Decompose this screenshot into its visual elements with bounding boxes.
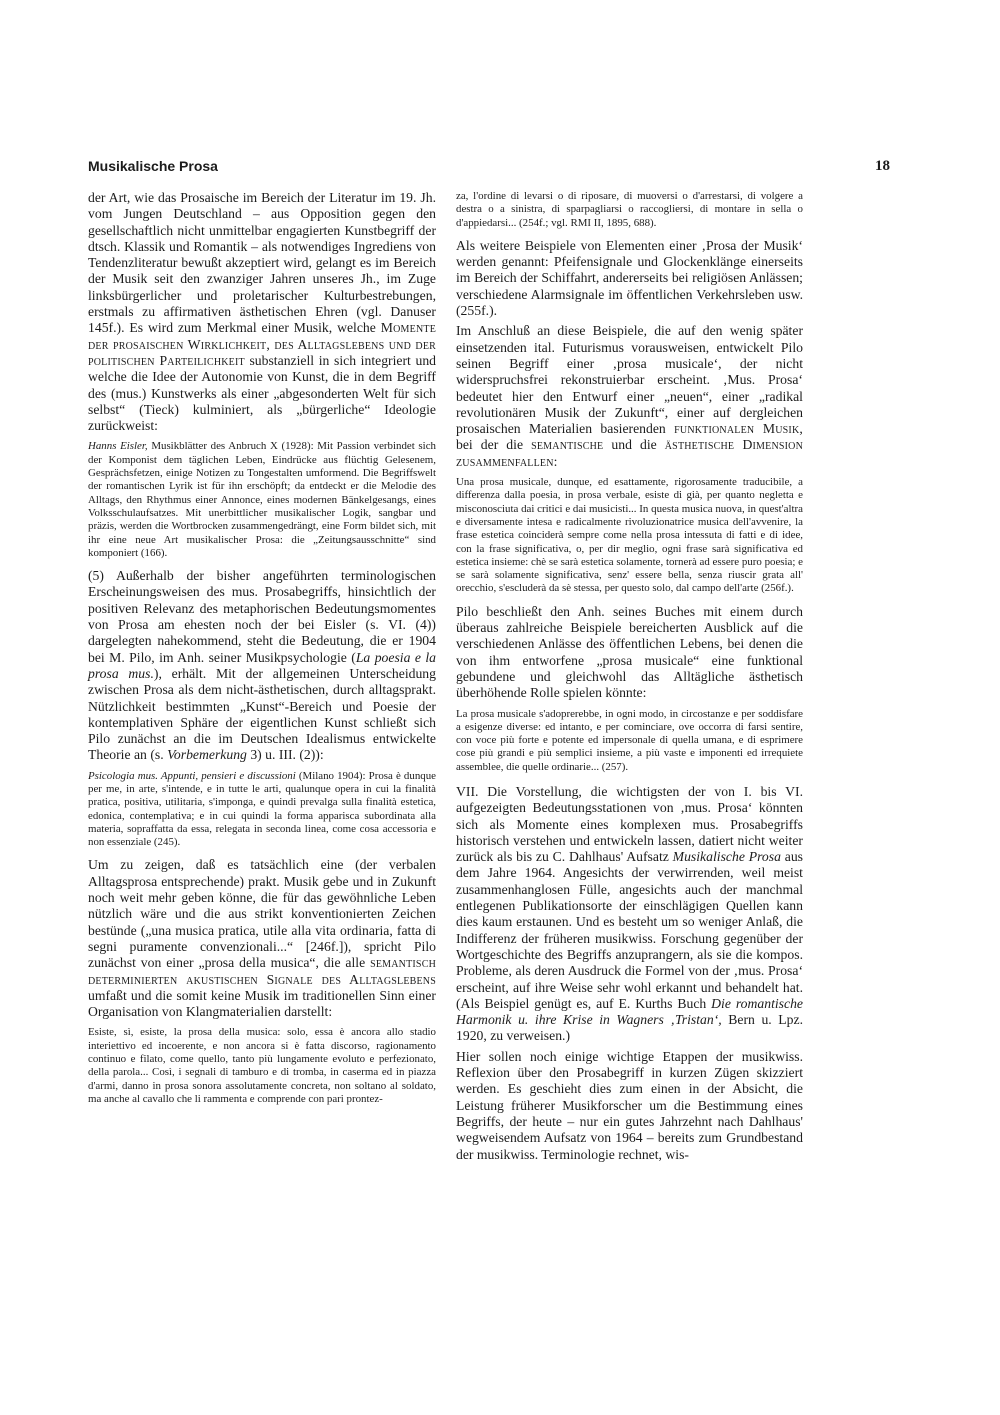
block-quote: Psicologia mus. Appunti, pensieri e discussioni (Milano 1904): Prosa è dunque per me, in arte, s'intende, e in tutte le arti, qualunque opera in cui la finalità pratica, positiva, utilitaria, s'imponga, e quindi prevalga sulla finalità estetica, edonica, contemplativa; e in cui quindi la forma apparisca subordinata alla materia, sopraffatta da essa, relegata in seconda linea, come cosa accessoria e non essenziale (245). [88, 769, 436, 849]
right-column [456, 190, 803, 1167]
paragraph: VII. Die Vorstellung, die wichtigsten der von I. bis VI. aufgezeigten Bedeutungsstationen von ‚mus. Prosa‘ könnten sich als Momente eines komplexen mus. Prosabegriffs historisch verstehen und entwickeln lassen, datiert nicht weiter zurück als bis zu C. Dahlhaus' Aufsatz Musikalische Prosa aus dem Jahre 1964. Angesichts der verwirrenden, weil meist zusammenhanglosen Fülle, angesichts auch der manchmal entlegenen Publikationsorte der einschlägigen Quellen kann dies kaum erstaunen. Und es besteht um so weniger Anlaß, die Indifferenz der früheren musikwiss. Forschung gegenüber der Wortgeschichte des Begriffs anzuprangern, als sie die kompos. Probleme, als deren Ausdruck die Formel von der ‚mus. Prosa‘ erscheint, auf ihre Weise sehr wohl erkannt und behandelt hat. (Als Beispiel genügt es, auf E. Kurths Buch Die romantische Harmonik u. ihre Krise in Wagners ‚Tristan‘, Bern u. Lpz. 1920, zu verweisen.) [456, 783, 803, 1044]
quote-author: Hanns Eisler, [88, 440, 148, 453]
paragraph: Pilo beschließt den Anh. seines Buches mit einem durch überaus zahlreiche Beispiele bereicherten Ausblick auf die verschiedenen Anlässe des öffentlichen Lebens, bei denen die von ihm entworfene „prosa musicale“ eine funktional gebundene und gleichwohl das Alltägliche ästhetisch überhöhende Rolle spielen könnte: [456, 603, 803, 701]
paragraph: Um zu zeigen, daß es tatsächlich eine (der verbalen Alltagsprosa entsprechende) prakt. Musik gebe und in Zukunft noch weit mehr geben könne, die für das gewöhnliche Leben nützlich wäre und die aus strikt konventionierten Zeichen bestünde („una musica pratica, utile alla vita ordinaria, fatta di segni puramente convenzionali...“ [246f.]), spricht Pilo zunächst von einer „prosa della musica“, die alle semantisch determinierten akustischen Signale des Alltagslebens umfaßt und die somit keine Musik im traditionellen Sinn einer Organisation von Klangmaterialien darstellt: [88, 857, 436, 1020]
block-quote: La prosa musicale s'adoprerebbe, in ogni modo, in circostanze e per soddisfare a esigenze diverse: ed intanto, e per cominciare, ove occorra di farsi sentire, con voce più forte e potente ed impersonale di quella umana, e di esprimere cose più grandi e più semplici insieme, a più vaste e imponenti ed irrequiete assemblee, die quelle ordinarie... (257). [456, 707, 803, 773]
block-quote: Hanns Eisler, Musikblätter des Anbruch X (1928): Mit Passion verbindet sich der Komponist dem täglichen Leben, Eindrücke aus flüchtig Gelesenem, Gesprächsfetzen, einige Notizen zu Tongestalten umformend. Die Begriffswelt der romantischen Lyrik ist für ihn erschöpft; da entdeckt er die Melodie des Alltags, den Rhythmus einer Annonce, eines modernen Bänkelgesangs, eines Volksschulaufsatzes. Mit unerbittlicher musikalischer Logik, sangbar und präzis, werden die Wortbrocken zusammengedrängt, eine Form bildet sich, mit ihr eine neue Art musikalischer Prosa: die „Zeitungsausschnitte“ sind komponiert (166). [88, 440, 436, 559]
paragraph: Als weitere Beispiele von Elementen einer ‚Prosa der Musik‘ werden genannt: Pfeifensignale und Glockenklänge einerseits im Bereich der Schiffahrt, andererseits bei religiösen Anlässen; verschiedene Alarmsignale im öffentlichen Verkehrsleben usw. (255f.). [456, 237, 803, 319]
paragraph: (5) Außerhalb der bisher angeführten terminologischen Erscheinungsweisen des mus. Prosabegriffs, hinsichtlich der positiven Relevanz des metaphorischen Bedeutungsmomentes von Prosa am ehesten noch der bei Eisler (s. VI. (4)) dargelegten nahekommend, steht die Bedeutung, die er 1904 bei M. Pilo, im Anh. seiner Musikpsychologie (La poesia e la prosa mus.), erhält. Mit der allgemeinen Unterscheidung zwischen Prosa als dem nicht-ästhetischen, durch alltagsprakt. Nützlichkeit bestimmten „Kunst“-Bereich und Poesie der kontemplativen Sphäre der eigentlichen Kunst schließt sich Pilo zunächst an die im Deutschen Idealismus entwickelte Theorie an (s. Vorbemerkung 3) u. III. (2)): [88, 568, 436, 763]
paragraph: der Art, wie das Prosaische im Bereich der Literatur im 19. Jh. vom Jungen Deutschland – aus Opposition gegen den gesellschaftlich nicht unmittelbar engagierten Kunstbegriff der dtsch. Klassik und Romantik – als notwendiges Ingrediens von Tendenzliteratur bewußt akzeptiert wird, gelangt es im Bereich der Musik seit den zwanziger Jahren unseres Jh., im Zuge linksbürgerlicher und proletarischer Kulturbestrebungen, erstmals zu affirmativen ästhetischen Ehren (vgl. Danuser 145f.). Es wird zum Merkmal einer Musik, welche Momente der prosaischen Wirklichkeit, des Alltagslebens und der politischen Parteilichkeit substanziell in sich integriert und welche die Idee der Autonomie von Kunst, die in dem Begriff des (mus.) Kunstwerks als einer „abgesonderten Welt für sich selbst“ (Tieck) kulminiert, als „bürgerliche“ Ideologie zurückweist: [88, 190, 437, 434]
quote-source: Psicologia mus. Appunti, pensieri e discussioni [88, 769, 296, 782]
small-caps-phrase: semantisch determinierten akustischen Signale des Alltagslebens [88, 955, 436, 987]
block-quote: Esiste, sì, esiste, la prosa della musica: solo, essa è ancora allo stadio interiettivo ed incoerente, e non ancora si è fatta discorso, ragionamento continuo e filato, come quello, tanto più lungamente evoluto e perfezionato, della parola... Così, i segnali di tamburo e di tromba, in caserma ed in piazza d'armi, danno in prosa sonora assolutamente concreta, non soltano al soldato, ma anche al cavallo che li rammenta e comprende con pari prontez- [88, 1026, 436, 1105]
paragraph: Hier sollen noch einige wichtige Etappen der musikwiss. Reflexion über den Prosabegriff in kurzen Zügen skizziert werden. Es geschieht dies zum einen in der Absicht, die Leistung früherer Musikforscher um die Bestimmung eines Begriffs, der heute – nur ein gutes Jahrzehnt nach Dahlhaus' wegweisendem Aufsatz von 1964 – bereits zum Grundbestand der musikwiss. Terminologie rechnet, wis- [456, 1048, 803, 1162]
block-quote: za, l'ordine di levarsi o di riposare, di muoversi o d'arrestarsi, di volgere a destra o a sinistra, di sparpagliarsi o raccogliersi, di montare in sella o d'appiedarsi... (254f.; vgl. RMI II, 1895, 688). [456, 190, 803, 229]
page-number: 18 [875, 158, 890, 174]
block-quote: Una prosa musicale, dunque, ed esattamente, rigorosamente traducibile, a differenza dalla poesia, in prosa verbale, esiste di già, per quanto negletta e misconosciuta dai critici e dai musicisti... In questa musica nuova, in quest'altra e diversamente intesa e radicalmente rivoluzionatrice musica dell'avvenire, la frase estetica coinciderà sempre come nella prosa intessuta di fatti e di idee, con la frase significativa, o, per dir meglio, ogni frase sarà significativa ed estetica insieme: chè se sarà estetica solamente, tornerà ad essere puro poesia; e se sarà solamente significativa, senz' essere bella, senza riuscir grata all' orecchio, s'escluderà da sè stessa, per questo solo, dal campo dell'arte (256f.). [456, 476, 803, 595]
left-column [88, 190, 436, 1114]
paragraph: Im Anschluß an diese Beispiele, die auf den wenig später einsetzenden ital. Futurismus vorausweisen, entwickelt Pilo seinen Begriff einer ‚prosa musicale‘, der nicht widerspruchsfrei rekonstruierbar erscheint. ‚Mus. Prosa‘ bedeutet hier den Entwurf einer „neuen“, einer „radikal revolutionären Musik der Zukunft“, einer auf dergleichen prosaischen Materialien basierenden funktionalen Musik, bei der die semantische und die ästhetische Dimension zusammenfallen: [456, 323, 804, 469]
small-caps-phrase: Momente der prosaischen Wirklichkeit, des Alltagslebens und der politischen Parteilichkeit [88, 320, 436, 368]
running-title: Musikalische Prosa [88, 158, 218, 174]
